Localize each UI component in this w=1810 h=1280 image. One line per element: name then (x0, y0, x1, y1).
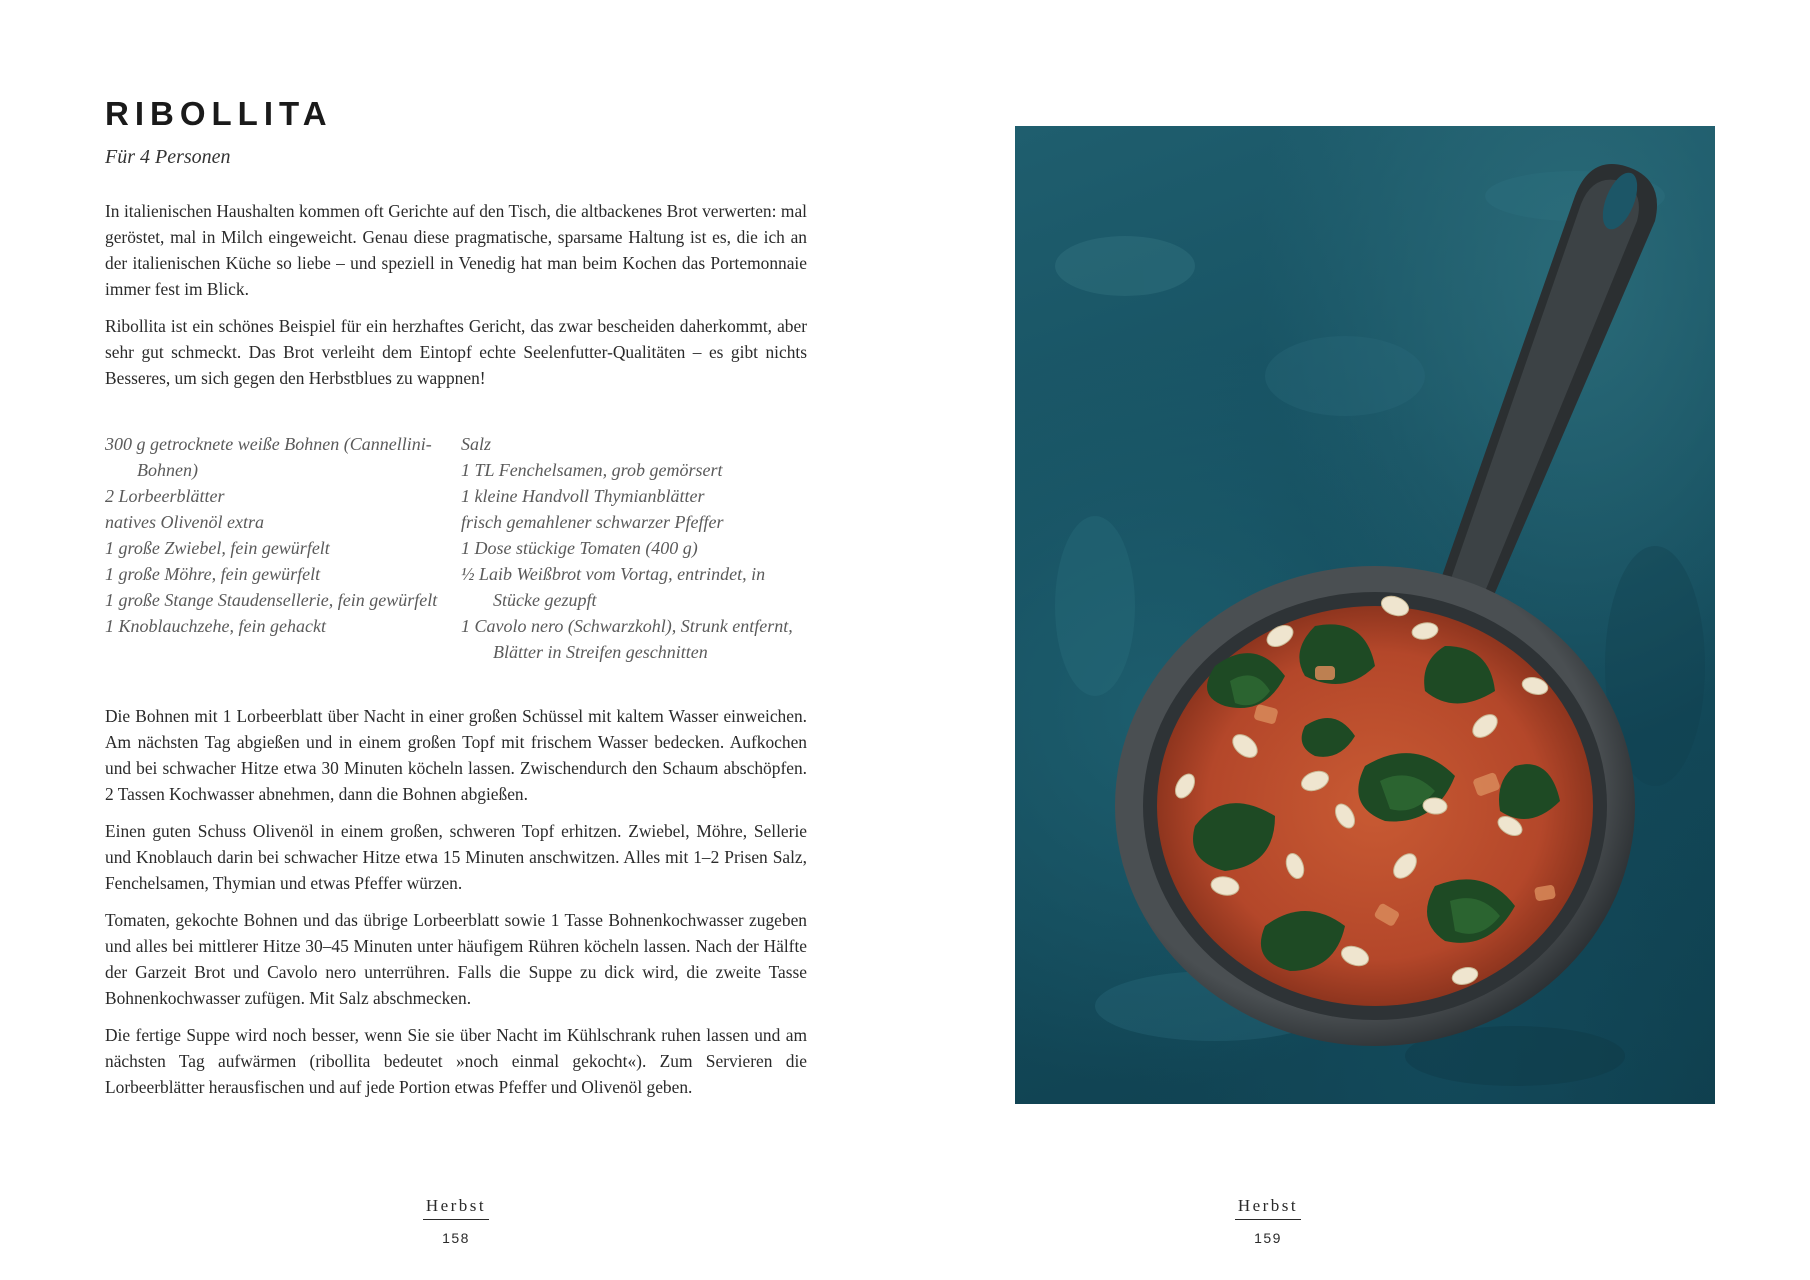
method-step: Tomaten, gekochte Bohnen und das übrige Lorbeerblatt sowie 1 Tasse Bohnenkochwasser zugeben und alles bei mittlerer Hitze 30–45 Minuten unter häufigem Rühren köcheln lassen. Nach der Hälfte der Garzeit Brot und Cavolo nero unterrühren. Falls die Suppe zu dick wird, die zweite Tasse Bohnenkochwasser zufügen. Mit Salz abschmecken. (105, 910, 807, 1008)
method-text (105, 703, 807, 1111)
ingredients-column-left (105, 431, 445, 639)
method-step: Die Bohnen mit 1 Lorbeerblatt über Nacht in einer großen Schüssel mit kaltem Wasser einweichen. Am nächsten Tag abgießen und in einem großen Topf mit frischem Wasser bedecken. Aufkochen und bei schwacher Hitze etwa 30 Minuten köcheln lassen. Zwischendurch den Schaum abschöpfen. 2 Tassen Kochwasser abnehmen, dann die Bohnen abgießen. (105, 706, 807, 804)
pan-handle (1435, 164, 1657, 616)
ingredient-item: 1 Dose stückige Tomaten (400 g) (461, 538, 698, 558)
servings: Für 4 Personen (105, 146, 231, 168)
ingredient-item: natives Olivenöl extra (105, 512, 264, 532)
page-number: 158 (442, 1230, 470, 1246)
recipe-title: RIBOLLITA (105, 95, 333, 132)
chapter-label: Herbst (423, 1196, 489, 1220)
page-number: 159 (1254, 1230, 1282, 1246)
ingredient-item: 2 Lorbeerblätter (105, 486, 225, 506)
intro-paragraph: Ribollita ist ein schönes Beispiel für ein herzhaftes Gericht, das zwar bescheiden daherkommt, aber sehr gut schmeckt. Das Brot verleiht dem Eintopf echte Seelenfutter-Qualitäten – es gibt nichts Besseres, um sich gegen den Herbstblues zu wappnen! (105, 316, 807, 388)
page-footer-right (1228, 1196, 1308, 1246)
ingredient-item: 1 große Zwiebel, fein gewürfelt (105, 538, 330, 558)
ingredient-item: 1 kleine Handvoll Thymianblätter (461, 486, 705, 506)
chapter-label: Herbst (1235, 1196, 1301, 1220)
ingredients-column-right (461, 431, 811, 665)
ingredient-item: 300 g getrocknete weiße Bohnen (Cannellini-Bohnen) (105, 434, 432, 480)
right-page (905, 0, 1810, 1280)
method-step: Die fertige Suppe wird noch besser, wenn Sie sie über Nacht im Kühlschrank ruhen lassen und am nächsten Tag aufwärmen (ribollita bedeutet »noch einmal gekocht«). Zum Servieren die Lorbeerblätter herausfischen und auf jede Portion etwas Pfeffer und Olivenöl geben. (105, 1025, 807, 1097)
ribollita-photo (1015, 126, 1715, 1104)
pan-illustration (1015, 126, 1715, 1104)
ingredient-item: frisch gemahlener schwarzer Pfeffer (461, 512, 724, 532)
ingredient-item: 1 Cavolo nero (Schwarzkohl), Strunk entfernt, Blätter in Streifen geschnitten (461, 616, 793, 662)
ingredient-item: 1 Knoblauchzehe, fein gehackt (105, 616, 326, 636)
ingredient-item: 1 große Stange Staudensellerie, fein gewürfelt (105, 590, 438, 610)
method-step: Einen guten Schuss Olivenöl in einem großen, schweren Topf erhitzen. Zwiebel, Möhre, Sellerie und Knoblauch darin bei schwacher Hitze etwa 15 Minuten anschwitzen. Alles mit 1–2 Prisen Salz, Fenchelsamen, Thymian und etwas Pfeffer würzen. (105, 821, 807, 893)
page-footer-left (416, 1196, 496, 1246)
ingredient-item: 1 große Möhre, fein gewürfelt (105, 564, 321, 584)
intro-paragraph: In italienischen Haushalten kommen oft Gerichte auf den Tisch, die altbackenes Brot verwerten: mal geröstet, mal in Milch eingeweicht. Genau diese pragmatische, sparsame Haltung ist es, die ich an der italienischen Küche so liebe – und speziell in Venedig hat man beim Kochen das Portemonnaie immer fest im Blick. (105, 201, 807, 299)
intro-text (105, 198, 807, 402)
ingredient-item: 1 TL Fenchelsamen, grob gemörsert (461, 460, 723, 480)
ingredient-item: Salz (461, 434, 492, 454)
ingredient-item: ½ Laib Weißbrot vom Vortag, entrindet, in Stücke gezupft (461, 564, 766, 610)
